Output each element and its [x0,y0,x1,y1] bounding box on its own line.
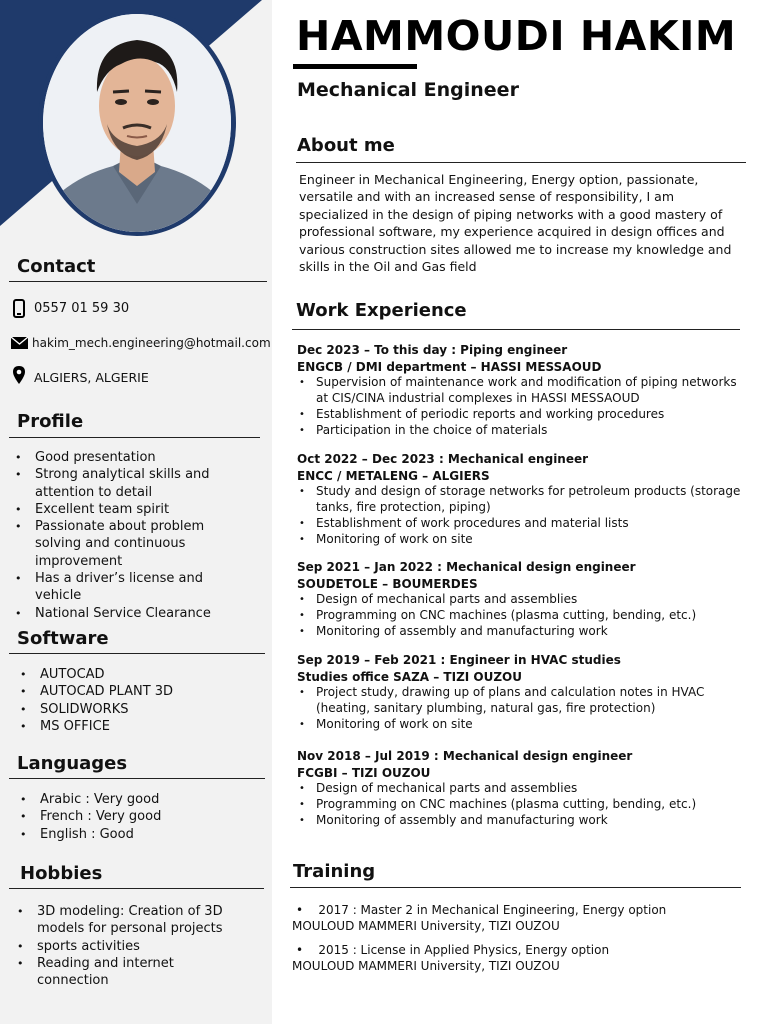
phone-text: 0557 01 59 30 [34,301,130,316]
job-tasks [297,781,747,829]
list-item: • French : Very good [20,808,272,825]
training-divider [290,887,741,888]
list-item: • English : Good [20,826,272,843]
location-pin-icon [10,366,28,384]
list-item: • AUTOCAD [20,666,272,683]
list-item: • sports activities [17,938,240,955]
profile-photo [43,14,231,232]
job-period: Sep 2021 – Jan 2022 : Mechanical design engineer [297,560,636,574]
list-item: • Establishment of work procedures and material lists [297,516,747,532]
list-item: • Design of mechanical parts and assemblies [297,592,747,608]
profile-divider [9,437,260,438]
job-tasks [297,375,747,439]
list-item: • Establishment of periodic reports and working procedures [297,407,747,423]
list-item: • SOLIDWORKS [20,701,272,718]
person-name: HAMMOUDI HAKIM [296,12,737,60]
training-degree: • 2015 : License in Applied Physics, Energy option [296,943,610,957]
contact-location [10,364,149,385]
job-entry-1 [297,342,747,439]
software-divider [9,653,265,654]
list-item: • National Service Clearance [15,605,250,622]
languages-divider [9,778,265,779]
profile-section [0,411,272,622]
job-period: Sep 2019 – Feb 2021 : Engineer in HVAC studies [297,653,621,667]
hobbies-section [0,863,272,989]
training-entry-1 [292,902,742,934]
name-underline [293,64,417,69]
profile-title: Profile [17,411,84,432]
location-text: ALGIERS, ALGERIE [34,370,149,385]
contact-section [0,256,272,282]
list-item: • Programming on CNC machines (plasma cutting, bending, etc.) [297,608,747,624]
contact-email [10,336,271,350]
list-item: • Study and design of storage networks for petroleum products (storage tanks, fire protection, piping) [297,484,747,516]
list-item: • Programming on CNC machines (plasma cutting, bending, etc.) [297,797,747,813]
software-section [0,628,272,735]
email-text: hakim_mech.engineering@hotmail.com [32,336,271,350]
job-company: SOUDETOLE – BOUMERDES [297,576,478,591]
about-divider [296,162,746,163]
job-entry-5 [297,748,747,829]
about-text: Engineer in Mechanical Engineering, Energy option, passionate, versatile and with an increased sense of responsibility, I am specialized in the design of piping networks with a good mastery of professional software, my experience acquired in design offices and various construction sites allowed me to increase my knowledge and skills in the Oil and Gas field [299,172,732,275]
training-school: MOULOUD MAMMERI University, TIZI OUZOU [292,919,560,933]
sidebar [0,0,272,1024]
list-item: • Reading and internet connection [17,955,240,990]
job-period: Dec 2023 – To this day : Piping engineer [297,343,568,357]
hobbies-list [0,903,240,989]
about-title: About me [297,135,395,156]
languages-list [0,791,272,843]
experience-title: Work Experience [296,300,467,321]
job-tasks [297,685,747,733]
list-item: • Strong analytical skills and attention to detail [15,466,250,501]
training-degree: • 2017 : Master 2 in Mechanical Engineering, Energy option [296,903,667,917]
list-item: • Project study, drawing up of plans and calculation notes in HVAC (heating, sanitary plumbing, natural gas, fire protection) [297,685,747,717]
list-item: • MS OFFICE [20,718,272,735]
job-period: Oct 2022 – Dec 2023 : Mechanical engineer [297,452,589,466]
list-item: • AUTOCAD PLANT 3D [20,683,272,700]
job-entry-2 [297,451,747,548]
training-entry-2 [292,942,742,974]
list-item: • Arabic : Very good [20,791,272,808]
list-item: • Monitoring of work on site [297,532,747,548]
software-list [0,666,272,735]
list-item: • Monitoring of assembly and manufacturing work [297,813,747,829]
list-item: • Passionate about problem solving and continuous improvement [15,518,250,570]
list-item: • Design of mechanical parts and assemblies [297,781,747,797]
contact-title: Contact [17,256,96,277]
job-period: Nov 2018 – Jul 2019 : Mechanical design engineer [297,749,633,763]
software-title: Software [17,628,109,649]
phone-icon [10,299,28,318]
degree-text: 2017 : Master 2 in Mechanical Engineering, Energy option [318,903,667,917]
job-entry-3 [297,559,747,640]
list-item: • Good presentation [15,449,250,466]
list-item: • Participation in the choice of materials [297,423,747,439]
training-title: Training [293,861,376,882]
job-entry-4 [297,652,747,733]
hobbies-title: Hobbies [20,863,103,884]
job-company: FCGBI – TIZI OUZOU [297,765,431,780]
list-item: • Excellent team spirit [15,501,250,518]
job-company: Studies office SAZA – TIZI OUZOU [297,669,522,684]
job-company: ENGCB / DMI department – HASSI MESSAOUD [297,359,602,374]
job-company: ENCC / METALENG – ALGIERS [297,468,490,483]
languages-title: Languages [17,753,128,774]
list-item: • Supervision of maintenance work and modification of piping networks at CIS/CINA industrial complexes in HASSI MESSAOUD [297,375,747,407]
list-item: • Monitoring of assembly and manufacturing work [297,624,747,640]
job-tasks [297,484,747,548]
list-item: • 3D modeling: Creation of 3D models for personal projects [17,903,240,938]
languages-section [0,753,272,843]
list-item: • Monitoring of work on site [297,717,747,733]
job-tasks [297,592,747,640]
envelope-icon [10,337,28,349]
training-school: MOULOUD MAMMERI University, TIZI OUZOU [292,959,560,973]
list-item: • Has a driver’s license and vehicle [15,570,250,605]
job-title: Mechanical Engineer [297,79,519,101]
contact-phone [10,299,129,318]
experience-divider [292,329,740,330]
degree-text: 2015 : License in Applied Physics, Energy option [318,943,610,957]
profile-list [0,449,250,622]
contact-divider [9,281,267,282]
hobbies-divider [9,888,264,889]
